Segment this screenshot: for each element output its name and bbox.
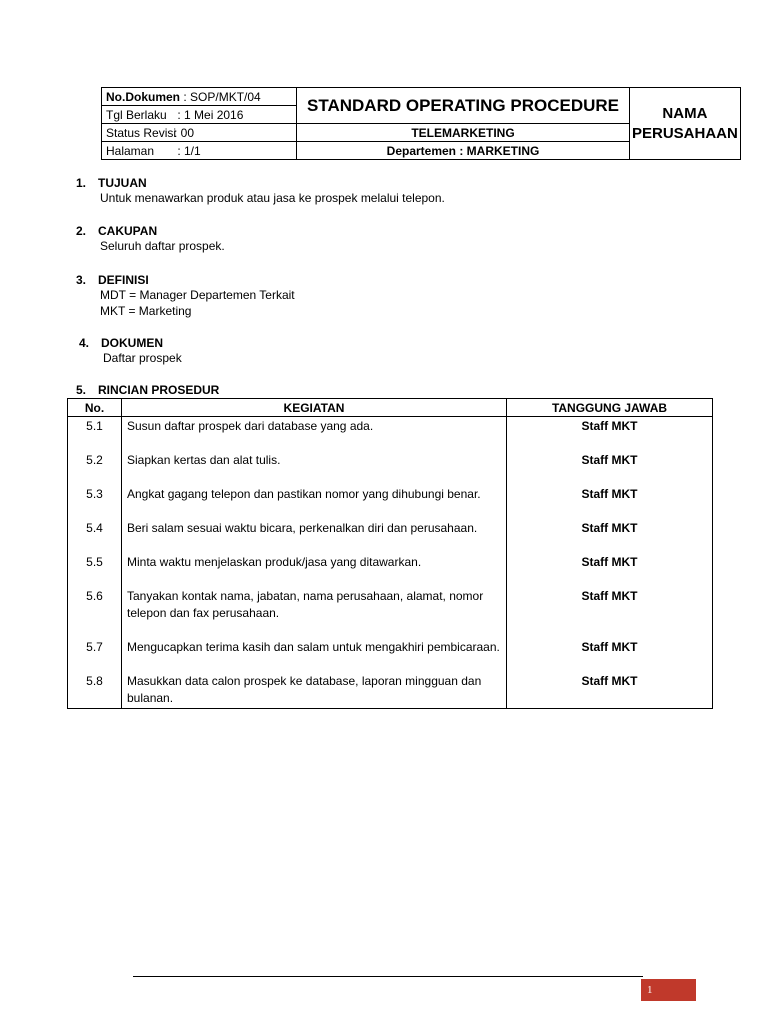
page-number: 1	[641, 979, 696, 1001]
section-title: DEFINISI	[98, 273, 149, 287]
step-activity: Beri salam sesuai waktu bicara, perkenalkan diri dan perusahaan.	[122, 520, 507, 554]
effective-date: Tgl Berlaku : 1 Mei 2016	[102, 106, 297, 124]
section-dokumen: 4. DOKUMEN Daftar prospek	[79, 336, 182, 365]
table-row	[68, 588, 713, 639]
step-activity: Mengucapkan terima kasih dan salam untuk mengakhiri pembicaraan.	[122, 639, 507, 673]
section-text: Seluruh daftar prospek.	[100, 239, 225, 253]
document-header	[101, 87, 741, 160]
section-definisi: 3. DEFINISI MDT = Manager Departemen Terkait MKT = Marketing	[76, 273, 295, 318]
section-rincian: 5. RINCIAN PROSEDUR	[76, 383, 220, 397]
table-header-row	[68, 399, 713, 417]
section-cakupan: 2. CAKUPAN Seluruh daftar prospek.	[76, 224, 225, 253]
document-title: STANDARD OPERATING PROCEDURE	[297, 88, 630, 124]
column-header-no: No.	[68, 399, 122, 417]
column-header-activity: KEGIATAN	[122, 399, 507, 417]
column-header-responsible: TANGGUNG JAWAB	[507, 399, 713, 417]
section-text: MDT = Manager Departemen Terkait	[100, 288, 295, 302]
step-responsible: Staff MKT	[507, 588, 713, 639]
section-title: TUJUAN	[98, 176, 147, 190]
step-responsible: Staff MKT	[507, 639, 713, 673]
section-title: RINCIAN PROSEDUR	[98, 383, 220, 397]
company-name: NAMA PERUSAHAAN	[630, 88, 741, 160]
table-row	[68, 520, 713, 554]
step-activity: Siapkan kertas dan alat tulis.	[122, 452, 507, 486]
step-activity: Angkat gagang telepon dan pastikan nomor yang dihubungi benar.	[122, 486, 507, 520]
section-text: MKT = Marketing	[100, 304, 192, 318]
step-activity: Tanyakan kontak nama, jabatan, nama perusahaan, alamat, nomor telepon dan fax perusahaan.	[122, 588, 507, 639]
section-text: Untuk menawarkan produk atau jasa ke prospek melalui telepon.	[100, 191, 445, 205]
step-number: 5.5	[68, 554, 122, 588]
step-responsible: Staff MKT	[507, 452, 713, 486]
table-row	[68, 486, 713, 520]
table-row	[68, 639, 713, 673]
section-title: DOKUMEN	[101, 336, 163, 350]
step-number: 5.7	[68, 639, 122, 673]
revision-status: Status Revisi: 00	[102, 124, 297, 142]
table-row	[68, 417, 713, 453]
step-responsible: Staff MKT	[507, 417, 713, 453]
step-number: 5.1	[68, 417, 122, 453]
step-number: 5.6	[68, 588, 122, 639]
department: Departemen : MARKETING	[297, 142, 630, 160]
doc-number: No.Dokumen : SOP/MKT/04	[102, 88, 297, 106]
table-row	[68, 554, 713, 588]
step-responsible: Staff MKT	[507, 486, 713, 520]
section-title: CAKUPAN	[98, 224, 158, 238]
procedure-table	[67, 398, 713, 709]
step-number: 5.8	[68, 673, 122, 709]
section-tujuan: 1. TUJUAN Untuk menawarkan produk atau jasa ke prospek melalui telepon.	[76, 176, 445, 205]
document-subtitle: TELEMARKETING	[297, 124, 630, 142]
step-activity: Susun daftar prospek dari database yang ada.	[122, 417, 507, 453]
step-activity: Masukkan data calon prospek ke database, laporan mingguan dan bulanan.	[122, 673, 507, 709]
page-info: Halaman : 1/1	[102, 142, 297, 160]
step-responsible: Staff MKT	[507, 520, 713, 554]
footer-divider	[133, 976, 643, 977]
step-number: 5.3	[68, 486, 122, 520]
step-responsible: Staff MKT	[507, 554, 713, 588]
step-number: 5.4	[68, 520, 122, 554]
step-responsible: Staff MKT	[507, 673, 713, 709]
section-text: Daftar prospek	[103, 351, 182, 365]
table-row	[68, 673, 713, 709]
step-activity: Minta waktu menjelaskan produk/jasa yang ditawarkan.	[122, 554, 507, 588]
table-row	[68, 452, 713, 486]
step-number: 5.2	[68, 452, 122, 486]
